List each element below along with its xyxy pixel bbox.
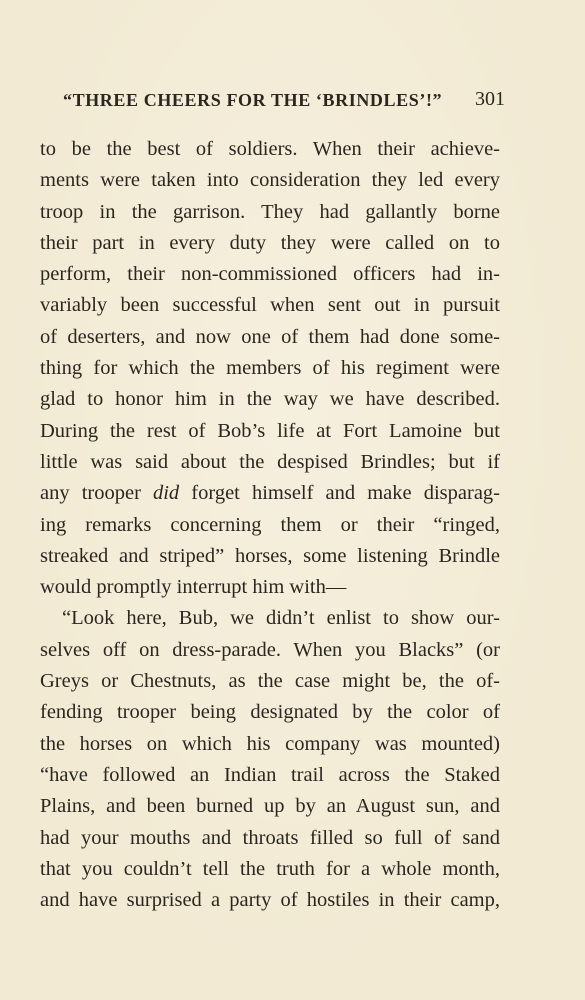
page-header xyxy=(55,88,505,118)
text-line: variably been successful when sent out in pursuit xyxy=(40,294,500,317)
text-line: “Look here, Bub, we didn’t enlist to show our- xyxy=(62,607,500,630)
text-line: and have surprised a party of hostiles in their camp, xyxy=(40,889,500,912)
text-line: During the rest of Bob’s life at Fort Lamoine but xyxy=(40,419,500,442)
text-line: “have followed an Indian trail across the Staked xyxy=(40,763,500,786)
page-number: 301 xyxy=(475,88,505,110)
text-line: of deserters, and now one of them had done some- xyxy=(40,325,500,348)
text-line: the horses on which his company was mounted) xyxy=(40,732,500,755)
text-line: would promptly interrupt him with— xyxy=(40,576,347,599)
text-line: selves off on dress-parade. When you Blacks” (or xyxy=(40,638,500,661)
text-line: troop in the garrison. They had gallantly borne xyxy=(40,200,500,223)
text-segment: any trooper xyxy=(40,482,153,505)
text-line: ments were taken into consideration they led every xyxy=(40,169,500,192)
text-line: streaked and striped” horses, some listening Brindle xyxy=(40,544,500,567)
text-line: Plains, and been burned up by an August sun, and xyxy=(40,795,500,818)
text-line: that you couldn’t tell the truth for a whole month, xyxy=(40,857,500,880)
running-head: “THREE CHEERS FOR THE ‘BRINDLES’!” xyxy=(63,90,443,110)
text-line: to be the best of soldiers. When their achieve- xyxy=(40,138,500,160)
text-line: glad to honor him in the way we have described. xyxy=(40,388,500,411)
text-line: thing for which the members of his regiment were xyxy=(40,357,500,380)
text-line: had your mouths and throats filled so full of sand xyxy=(40,826,500,849)
text-line: fending trooper being designated by the color of xyxy=(40,701,500,724)
text-line: their part in every duty they were called on to xyxy=(40,231,500,254)
text-line: Greys or Chestnuts, as the case might be, the of- xyxy=(40,670,500,693)
text-segment: forget himself and make disparag- xyxy=(179,482,500,505)
text-line: little was said about the despised Brindles; but if xyxy=(40,450,500,473)
body-text xyxy=(40,134,500,916)
text-line: perform, their non-commissioned officers had in- xyxy=(40,263,500,286)
emphasized-word: did xyxy=(152,482,180,505)
text-line: ing remarks concerning them or their “ringed, xyxy=(40,513,500,536)
text-line-with-emphasis xyxy=(40,478,500,509)
